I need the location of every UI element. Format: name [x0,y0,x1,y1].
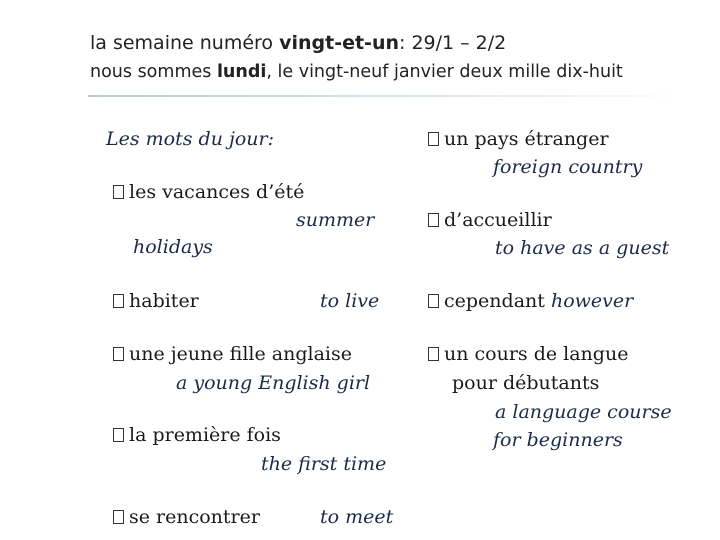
bullet-icon [113,510,124,524]
vocab-item-fr: un cours de langue [428,343,628,365]
date-heading: nous sommes lundi, le vingt-neuf janvier deux mille dix-huit [90,62,623,82]
vocab-item-en: summer [296,209,375,231]
vocab-item-en: however [550,290,634,312]
vocab-item-en: a young English girl [176,372,371,394]
vocab-item-fr: pour débutants [452,372,600,394]
bullet-icon [428,213,439,227]
bullet-icon [428,132,439,146]
bullet-icon [113,185,124,199]
header-divider [88,95,688,97]
vocab-item-en: to live [320,290,380,312]
vocab-item-fr: la première fois [113,424,281,446]
vocab-title: Les mots du jour: [106,128,275,150]
vocab-item-en: a language course [495,401,672,423]
day-name: lundi [216,62,267,82]
week-number: vingt-et-un [279,32,399,54]
bullet-icon [428,347,439,361]
vocab-item-fr: cependant however [428,290,633,312]
vocab-item-fr: un pays étranger [428,128,609,150]
vocab-item-en: the first time [261,453,387,475]
vocab-item-fr: se rencontrer [113,506,260,528]
vocab-item-fr: d’accueillir [428,209,552,231]
vocab-item-fr: habiter [113,290,199,312]
vocab-item-en: holidays [133,236,213,258]
bullet-icon [113,294,124,308]
vocab-item-en: to have as a guest [495,237,670,259]
bullet-icon [113,428,124,442]
bullet-icon [113,347,124,361]
bullet-icon [428,294,439,308]
vocab-item-fr: les vacances d’été [113,181,304,203]
vocab-item-fr: une jeune fille anglaise [113,343,352,365]
week-heading: la semaine numéro vingt-et-un: 29/1 – 2/2 [90,32,507,54]
vocab-item-en: to meet [320,506,394,528]
vocab-item-en: for beginners [493,429,623,451]
vocab-item-en: foreign country [493,156,643,178]
